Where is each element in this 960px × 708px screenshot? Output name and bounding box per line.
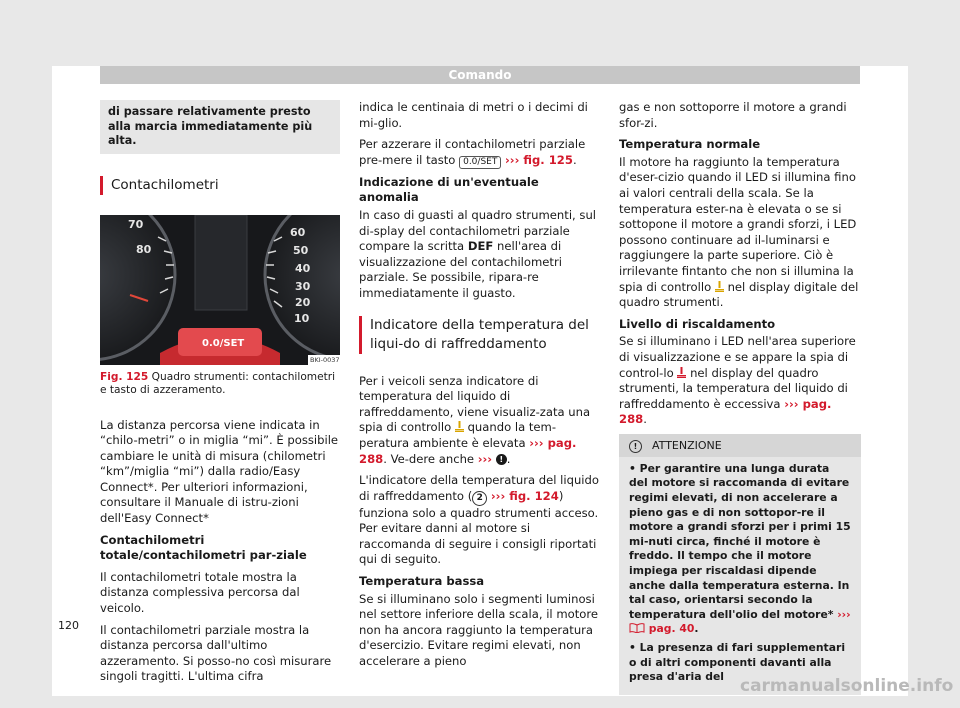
bullet: •	[629, 641, 636, 654]
tick-label-70: 70	[128, 217, 144, 231]
tick-label-10: 10	[294, 311, 310, 325]
page-number: 120	[58, 619, 79, 632]
coolant-temperature-icon	[677, 367, 686, 378]
tick-label-40: 40	[295, 261, 311, 275]
figure-reference-link[interactable]: ››› fig. 125	[505, 152, 573, 167]
tick-label-20: 20	[295, 295, 311, 309]
text: In caso di guasti al quadro strumenti, sul di-splay del contachilometri parziale compare la scritta	[359, 207, 597, 254]
warning-icon: !	[496, 454, 507, 465]
column-3	[619, 100, 861, 695]
text: nell'area di visualizzazione del contachilometri parziale. Se possibile, ripara-re immediatamente il guasto.	[359, 239, 562, 300]
warning-icon: !	[629, 440, 642, 453]
text: nel display del quadro strumenti, la temperatura del liquido di raffreddamento è eccessiva	[619, 365, 848, 411]
text: Per garantire una lunga durata del motore si raccomanda di evitare regimi elevati, di non accelerare a pieno gas e di non sottopor-re il motore a grandi sforzi per i primi 15 mi-nuti circa, finché il motore è freddo. Il tempo che il motore impiega per riscaldasi dipende anche dalla temperatura esterna. In tal caso, orientarsi secondo la temperatura dell'olio del motore*	[629, 461, 851, 621]
figure-125	[100, 215, 340, 365]
subheading: Temperatura normale	[619, 137, 761, 152]
reset-key-label: 0.0/SET	[459, 156, 501, 169]
def-text: DEF	[467, 239, 494, 254]
bullet: •	[629, 461, 636, 475]
subheading: Contachilometri totale/contachilometri par-ziale	[100, 532, 307, 563]
coolant-temperature-icon	[455, 421, 464, 432]
text: L'indicatore della temperatura del liquido di raffreddamento (	[359, 473, 599, 503]
paragraph: gas e non sottoporre il motore a grandi sfor-zi.	[619, 100, 847, 130]
callout-number: 2	[472, 491, 487, 506]
paragraph	[359, 208, 599, 302]
attention-header	[619, 434, 861, 457]
tick-label-80: 80	[136, 242, 152, 256]
paragraph: Per i veicoli senza indicatore di temperatura del liquido di raffreddamento, viene visualiz-zata una spia di controllo quando la tem-peratura ambiente è elevata ››› pag. 288. Ve-dere anche ››› ! .	[359, 373, 591, 466]
page-reference-link[interactable]: pag. 40	[648, 622, 695, 636]
subheading: Livello di riscaldamento	[619, 316, 776, 331]
coolant-temperature-icon	[715, 281, 724, 292]
tick-label-50: 50	[293, 243, 309, 257]
text: quando la tem-peratura ambiente è elevata	[359, 420, 557, 450]
attention-box	[619, 434, 861, 695]
text: Se si illuminano i LED nell'area superiore di visualizzazione e se appare la spia di control-lo	[619, 334, 856, 380]
figure-caption	[100, 371, 340, 398]
text: ) funziona solo a quadro strumenti acceso. Per evitare danni al motore si raccomanda di seguire i consigli riportati qui di seguito.	[359, 488, 599, 567]
paragraph: Il contachilometri parziale mostra la distanza percorsa dall'ultimo azzeramento. Si posso-no così misurare singoli tragitti. L'ultima cifra	[100, 622, 332, 684]
column-1	[100, 100, 340, 691]
watermark: carmanualsonline.info	[740, 676, 954, 696]
paragraph	[359, 473, 599, 568]
paragraph: La distanza percorsa viene indicata in “chilo-metri” o in miglia “mi”. È possibile cambiare le unità di misura (chilometri “km”/miglia “mi”) dalla radio/Easy Connect*. Per ulteriori informazioni, consultare il Manuale di istru-zioni dell'Easy Connect*	[100, 417, 339, 526]
text: La presenza di fari supplementari o di altri componenti davanti alla presa d'aria del	[629, 641, 846, 684]
section-title-odometer: Contachilometri	[100, 176, 340, 195]
page-header: Comando	[100, 66, 860, 84]
paragraph: Se si illuminano i LED nell'area superiore di visualizzazione e se appare la spia di control-lo nel display del quadro strumenti, la temperatura del liquido di raffreddamento è eccessiva ››› pag. 288.	[619, 334, 856, 427]
attention-item: • Per garantire una lunga durata del motore si raccomanda di evitare regimi elevati, di non accelerare a pieno gas e di non sottopor-re il motore a grandi sforzi per i primi 15 mi-nuti circa, finché il motore è freddo. Il tempo che il motore impiega per riscaldasi dipende anche dalla temperatura esterna. In tal caso, orientarsi secondo la temperatura dell'olio del motore* ››› pag. 40.	[629, 461, 851, 636]
paragraph: indica le centinaia di metri o i decimi di mi-glio.	[359, 100, 588, 130]
tick-label-60: 60	[290, 225, 306, 239]
section-title-coolant: Indicatore della temperatura del liqui-do di raffreddamento	[359, 316, 599, 354]
paragraph: Per azzerare il contachilometri parziale pre-mere il tasto 0.0/SET ››› fig. 125.	[359, 137, 586, 167]
paragraph: Se si illuminano solo i segmenti luminosi nel settore inferiore della scala, il motore non ha ancora raggiunto la temperatura d'esercizio. Evitare regimi elevati, non accelerare a pieno	[359, 591, 599, 669]
tick-label-30: 30	[295, 279, 311, 293]
note-box: di passare relativamente presto alla marcia immediatamente più alta.	[100, 100, 340, 154]
attention-title: ATTENZIONE	[652, 438, 722, 452]
figure-reference-link[interactable]: ››› fig. 124	[490, 488, 559, 503]
page-reference-link[interactable]: ››› pag. 288	[359, 435, 577, 466]
paragraph: Il contachilometri totale mostra la distanza complessiva percorsa dal veicolo.	[100, 569, 300, 616]
warning-reference-link[interactable]: ›››	[477, 451, 493, 466]
paragraph	[619, 155, 861, 311]
text: Per i veicoli senza indicatore di temperatura del liquido di raffreddamento, viene visualiz-zata una spia di controllo	[359, 373, 591, 435]
text: nel display digitale del quadro strumenti.	[619, 279, 859, 310]
subheading: Indicazione di un'eventuale anomalia	[359, 174, 539, 205]
book-icon	[629, 623, 645, 633]
text: Il motore ha raggiunto la temperatura d'eser-cizio quando il LED si illumina fino ai valori centrali della scala. Se la temperatura ester-na è elevata o se si sottopone il motore a grandi sforzi, i LED possono continuare ad il-luminarsi e raggiungere la parte superiore. Ciò è irrilevante fintanto che non si illumina la spia di controllo	[619, 154, 857, 294]
text: . Ve-dere anche	[383, 451, 475, 466]
figure-code: BKI-0037	[310, 355, 340, 364]
figure-caption-text: Quadro strumenti: contachilometri e tasto di azzeramento.	[100, 370, 336, 396]
page-reference-link[interactable]: ››› pag. 288	[619, 396, 832, 427]
figure-caption-label: Fig. 125	[100, 370, 149, 383]
reset-button-label: 0.0/SET	[202, 337, 245, 349]
attention-body	[619, 457, 861, 695]
column-2	[359, 100, 599, 676]
reference-arrows[interactable]: ›››	[837, 607, 851, 621]
subheading: Temperatura bassa	[359, 574, 485, 589]
text: Per azzerare il contachilometri parziale pre-mere il tasto	[359, 137, 586, 167]
